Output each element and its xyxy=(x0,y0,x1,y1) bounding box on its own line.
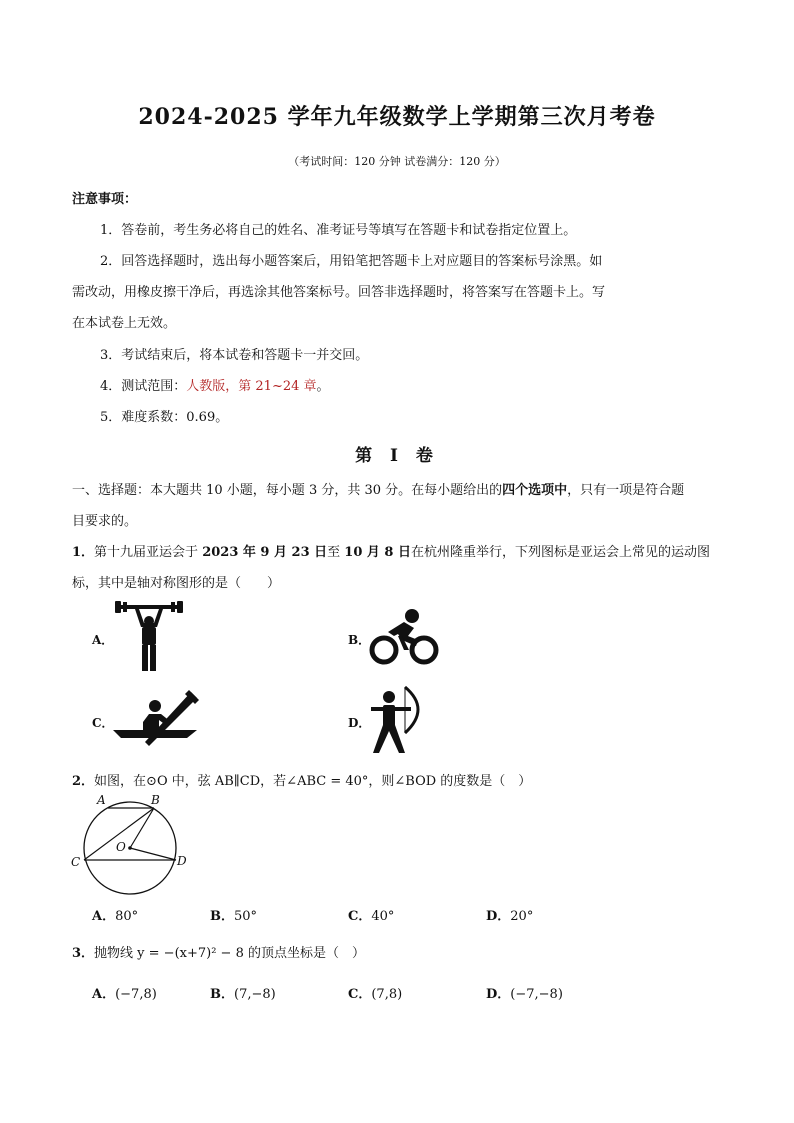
q1-option-d-label[interactable]: D． xyxy=(348,716,371,730)
q2-option-a[interactable] xyxy=(92,905,138,924)
q2-option-b-label: B． xyxy=(210,909,234,924)
notice-item-1: 1．答卷前，考生务必将自己的姓名、准考证号等填写在答题卡和试卷指定位置上。 xyxy=(100,223,577,238)
test-range: 人教版，第 21~24 章 xyxy=(186,379,317,394)
notice-item-2-line-3: 在本试卷上无效。 xyxy=(72,316,177,331)
q1-text-a: 第十九届亚运会于 xyxy=(94,545,203,560)
notice-item-5: 5．难度系数：0.69。 xyxy=(100,410,229,425)
q2-option-d-label: D． xyxy=(486,909,511,924)
q3-number: 3． xyxy=(72,946,95,961)
q3-text: 抛物线 y = −(x+7)² − 8 的顶点坐标是（ ） xyxy=(94,946,365,961)
figure-label-c: C xyxy=(71,855,81,869)
canoeing-icon xyxy=(113,688,201,750)
notice-item-3: 3．考试结束后，将本试卷和答题卡一并交回。 xyxy=(100,348,369,363)
weightlifting-icon xyxy=(113,601,185,673)
notice-item-2-line-1: 2．回答选择题时，选出每小题答案后，用铅笔把答题卡上对应题目的答案标号涂黑。如 xyxy=(100,254,603,269)
q3-option-a-label: A． xyxy=(92,987,116,1002)
q3-option-d-value: (−7,−8) xyxy=(510,987,563,1002)
notice-item-2-line-2: 需改动，用橡皮擦干净后，再选涂其他答案标号。回答非选择题时，将答案写在答题卡上。写 xyxy=(72,285,606,300)
q1-option-c-label[interactable]: C． xyxy=(92,716,114,730)
circle-figure xyxy=(70,792,195,902)
q3-option-a-value: (−7,8) xyxy=(115,987,157,1002)
section-intro-line-1 xyxy=(72,479,684,498)
figure-label-a: A xyxy=(97,793,106,807)
section-intro-part-b: 四个选项中 xyxy=(502,483,568,498)
q3-line xyxy=(72,942,365,961)
q2-option-a-label: A． xyxy=(92,909,116,924)
notice-item-4-suffix: 。 xyxy=(316,379,330,394)
q3-option-b[interactable] xyxy=(210,983,276,1002)
q1-text-e: 在杭州隆重举行，下列图标是亚运会上常见的运动图 xyxy=(411,545,711,560)
q2-option-c-label: C． xyxy=(348,909,372,924)
q2-option-c[interactable] xyxy=(348,905,394,924)
q2-option-d[interactable] xyxy=(486,905,533,924)
q3-option-c-label: C． xyxy=(348,987,372,1002)
archery-icon xyxy=(367,685,427,755)
q2-option-b-value: 50° xyxy=(234,909,258,924)
q2-option-c-value: 40° xyxy=(371,909,395,924)
q3-option-a[interactable] xyxy=(92,983,157,1002)
q2-option-d-value: 20° xyxy=(510,909,534,924)
section-title: 第 Ⅰ 卷 xyxy=(355,446,439,466)
q2-option-a-value: 80° xyxy=(115,909,139,924)
notice-item-4 xyxy=(100,375,330,394)
q1-line-1 xyxy=(72,541,710,560)
section-intro-part-c: ，只有一项是符合题 xyxy=(567,483,685,498)
section-intro-line-2: 目要求的。 xyxy=(72,514,138,529)
q2-line xyxy=(72,770,531,789)
q1-option-b-label[interactable]: B． xyxy=(348,633,371,647)
q2-number: 2． xyxy=(72,774,95,789)
exam-title: 2024-2025 学年九年级数学上学期第三次月考卷 xyxy=(138,104,656,130)
q3-option-b-label: B． xyxy=(210,987,234,1002)
figure-label-o: O xyxy=(116,840,126,854)
q3-option-c[interactable] xyxy=(348,983,402,1002)
notice-item-4-prefix: 4．测试范围： xyxy=(100,379,187,394)
figure-label-d: D xyxy=(177,854,187,868)
q1-option-a-label[interactable]: A． xyxy=(92,633,114,647)
q2-text: 如图，在⊙O 中，弦 AB∥CD，若∠ABC = 40°，则∠BOD 的度数是（ ） xyxy=(94,774,532,789)
q3-option-b-value: (7,−8) xyxy=(234,987,276,1002)
figure-label-b: B xyxy=(151,793,160,807)
q3-option-d[interactable] xyxy=(486,983,563,1002)
q3-option-d-label: D． xyxy=(486,987,511,1002)
q1-date-end: 10 月 8 日 xyxy=(344,545,411,560)
q3-option-c-value: (7,8) xyxy=(371,987,403,1002)
cycling-icon xyxy=(368,606,440,668)
q1-number: 1． xyxy=(72,545,95,560)
exam-subtitle: （考试时间：120 分钟 试卷满分：120 分） xyxy=(288,155,506,168)
section-intro-part-a: 一、选择题：本大题共 10 小题，每小题 3 分，共 30 分。在每小题给出的 xyxy=(72,483,503,498)
q1-line-2: 标，其中是轴对称图形的是（ ） xyxy=(72,576,281,591)
q1-date-start: 2023 年 9 月 23 日 xyxy=(202,545,328,560)
q2-option-b[interactable] xyxy=(210,905,257,924)
q1-text-c: 至 xyxy=(327,545,345,560)
notice-heading: 注意事项： xyxy=(72,192,138,207)
